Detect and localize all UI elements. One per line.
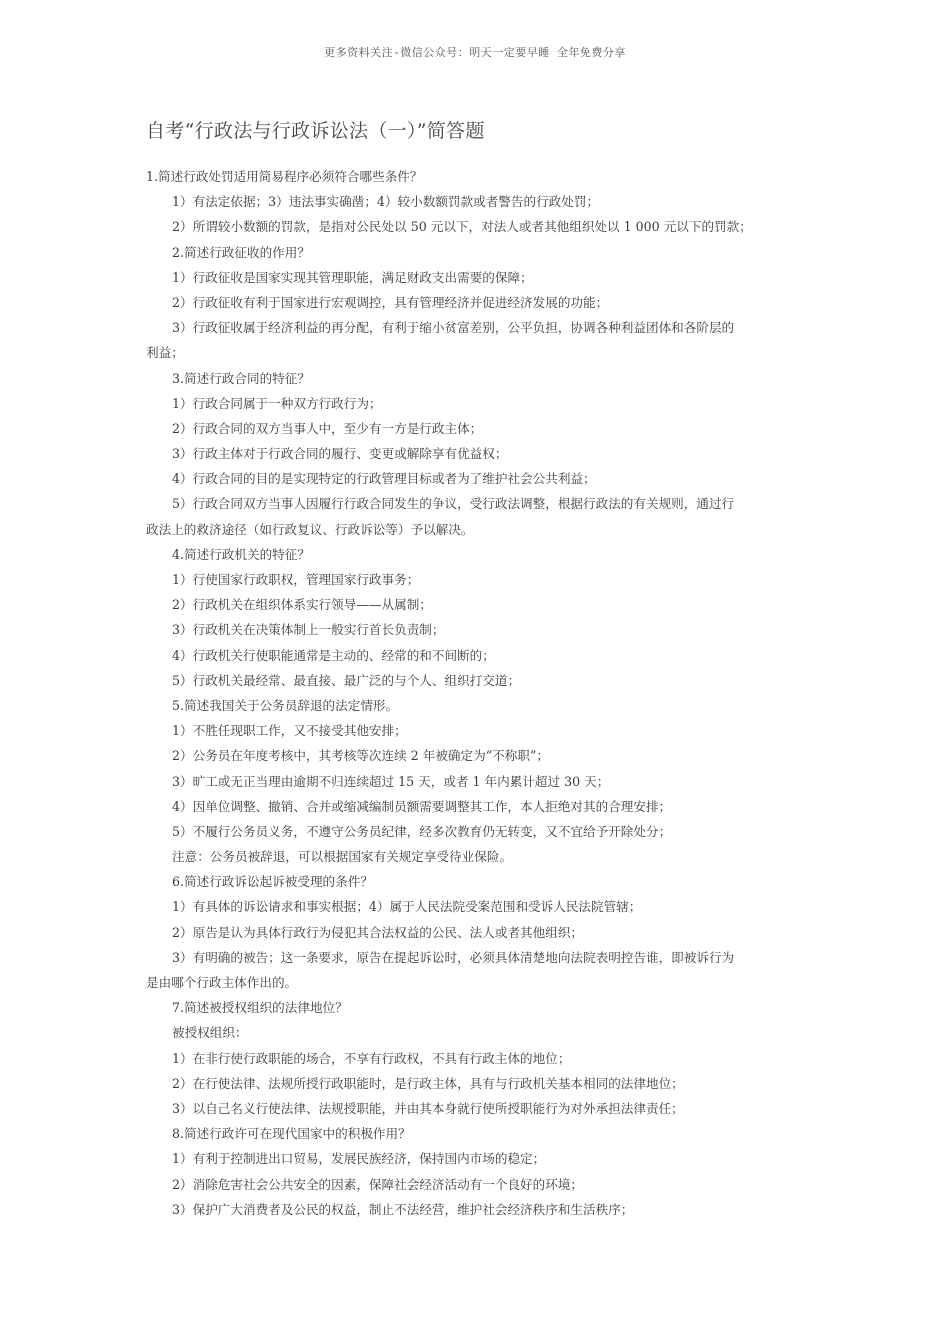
page-header: 更多资料关注-微信公众号：明天一定要早睡 全年免费分享: [324, 46, 626, 59]
document-title: 自考“行政法与行政诉讼法（一）”简答题: [146, 120, 485, 142]
text-line: 2）在行使法律、法规所授行政职能时，是行政主体，具有与行政机关基本相同的法律地位；: [172, 1075, 684, 1091]
text-line: 1）行政征收是国家实现其管理职能，满足财政支出需要的保障；: [172, 269, 533, 285]
question-heading: 1.简述行政处罚适用简易程序必须符合哪些条件？: [146, 169, 423, 184]
text-line: 3）旷工或无正当理由逾期不归连续超过 15 天，或者 1 年内累计超过 30 天；: [172, 773, 610, 789]
text-line: 注意：公务员被辞退，可以根据国家有关规定享受待业保险。: [172, 849, 513, 865]
text-line: 2）所谓较小数额的罚款，是指对公民处以 50 元以下，对法人或者其他组织处以 1 000 元以下的罚款；: [172, 219, 752, 235]
text-line: 3）行政征收属于经济利益的再分配，有利于缩小贫富差别，公平负担，协调各种利益团体和各阶层的: [172, 320, 735, 336]
text-line: 2）行政机关在组织体系实行领导——从属制；: [172, 597, 432, 613]
text-line: 1）行政合同属于一种双方行政行为；: [172, 395, 382, 411]
document-body: [146, 164, 808, 1222]
text-line: 1）有法定依据；3）违法事实确凿；4）较小数额罚款或者警告的行政处罚；: [172, 194, 600, 210]
question-heading: 7.简述被授权组织的法律地位？: [172, 1000, 348, 1016]
text-line: 1）有利于控制进出口贸易，发展民族经济，保持国内市场的稳定；: [172, 1151, 546, 1167]
text-line: 5）行政合同双方当事人因履行行政合同发生的争议，受行政法调整，根据行政法的有关规则，通过行: [172, 496, 735, 512]
text-line: 2）行政合同的双方当事人中，至少有一方是行政主体；: [172, 420, 483, 436]
text-line: 政法上的救济途径（如行政复议、行政诉讼等）予以解决。: [146, 521, 474, 537]
text-line: 是由哪个行政主体作出的。: [146, 975, 298, 990]
text-line: 1）不胜任现职工作，又不接受其他安排；: [172, 723, 407, 739]
text-line: 3）有明确的被告；这一条要求，原告在提起诉讼时，必须具体清楚地向法院表明控告谁，即被诉行为: [172, 949, 735, 965]
text-line: 1）在非行使行政职能的场合，不享有行政权，不具有行政主体的地位；: [172, 1050, 571, 1066]
question-heading: 2.简述行政征收的作用？: [172, 244, 310, 260]
text-line: 3）行政主体对于行政合同的履行、变更或解除享有优益权；: [172, 446, 508, 462]
text-line: 5）行政机关最经常、最直接、最广泛的与个人、组织打交道；: [172, 672, 521, 688]
text-line: 2）公务员在年度考核中，其考核等次连续 2 年被确定为“不称职”；: [172, 748, 549, 764]
question-heading: 4.简述行政机关的特征？: [172, 546, 310, 562]
text-line: 1）行使国家行政职权，管理国家行政事务；: [172, 572, 420, 587]
text-line: 4）行政合同的目的是实现特定的行政管理目标或者为了维护社会公共利益；: [172, 471, 596, 487]
text-line: 3）以自己名义行使法律、法规授职能，并由其本身就行使所授职能行为对外承担法律责任；: [172, 1100, 684, 1116]
text-line: 2）行政征收有利于国家进行宏观调控，具有管理经济并促进经济发展的功能；: [172, 294, 609, 310]
question-heading: 3.简述行政合同的特征？: [172, 370, 310, 386]
text-line: 1）有具体的诉讼请求和事实根据；4）属于人民法院受案范围和受诉人民法院管辖；: [172, 899, 642, 915]
text-line: 利益；: [146, 345, 184, 361]
text-line: 5）不履行公务员义务，不遵守公务员纪律，经多次教育仍无转变，又不宜给予开除处分；: [172, 823, 672, 839]
text-line: 2）原告是认为具体行政行为侵犯其合法权益的公民、法人或者其他组织；: [172, 924, 584, 940]
text-line: 被授权组织：: [172, 1025, 248, 1041]
question-heading: 5.简述我国关于公务员辞退的法定情形。: [172, 697, 399, 713]
text-line: 4）行政机关行使职能通常是主动的、经常的和不间断的；: [172, 647, 495, 663]
text-line: 3）保护广大消费者及公民的权益，制止不法经营，维护社会经济秩序和生活秩序；: [172, 1201, 634, 1217]
text-line: 3）行政机关在决策体制上一般实行首长负责制；: [172, 622, 445, 638]
question-heading: 6.简述行政诉讼起诉被受理的条件？: [172, 874, 373, 890]
text-line: 4）因单位调整、撤销、合并或缩减编制员额需要调整其工作，本人拒绝对其的合理安排；: [172, 798, 672, 814]
text-line: 2）消除危害社会公共安全的因素，保障社会经济活动有一个良好的环境；: [172, 1176, 584, 1192]
question-heading: 8.简述行政许可在现代国家中的积极作用？: [172, 1126, 411, 1142]
